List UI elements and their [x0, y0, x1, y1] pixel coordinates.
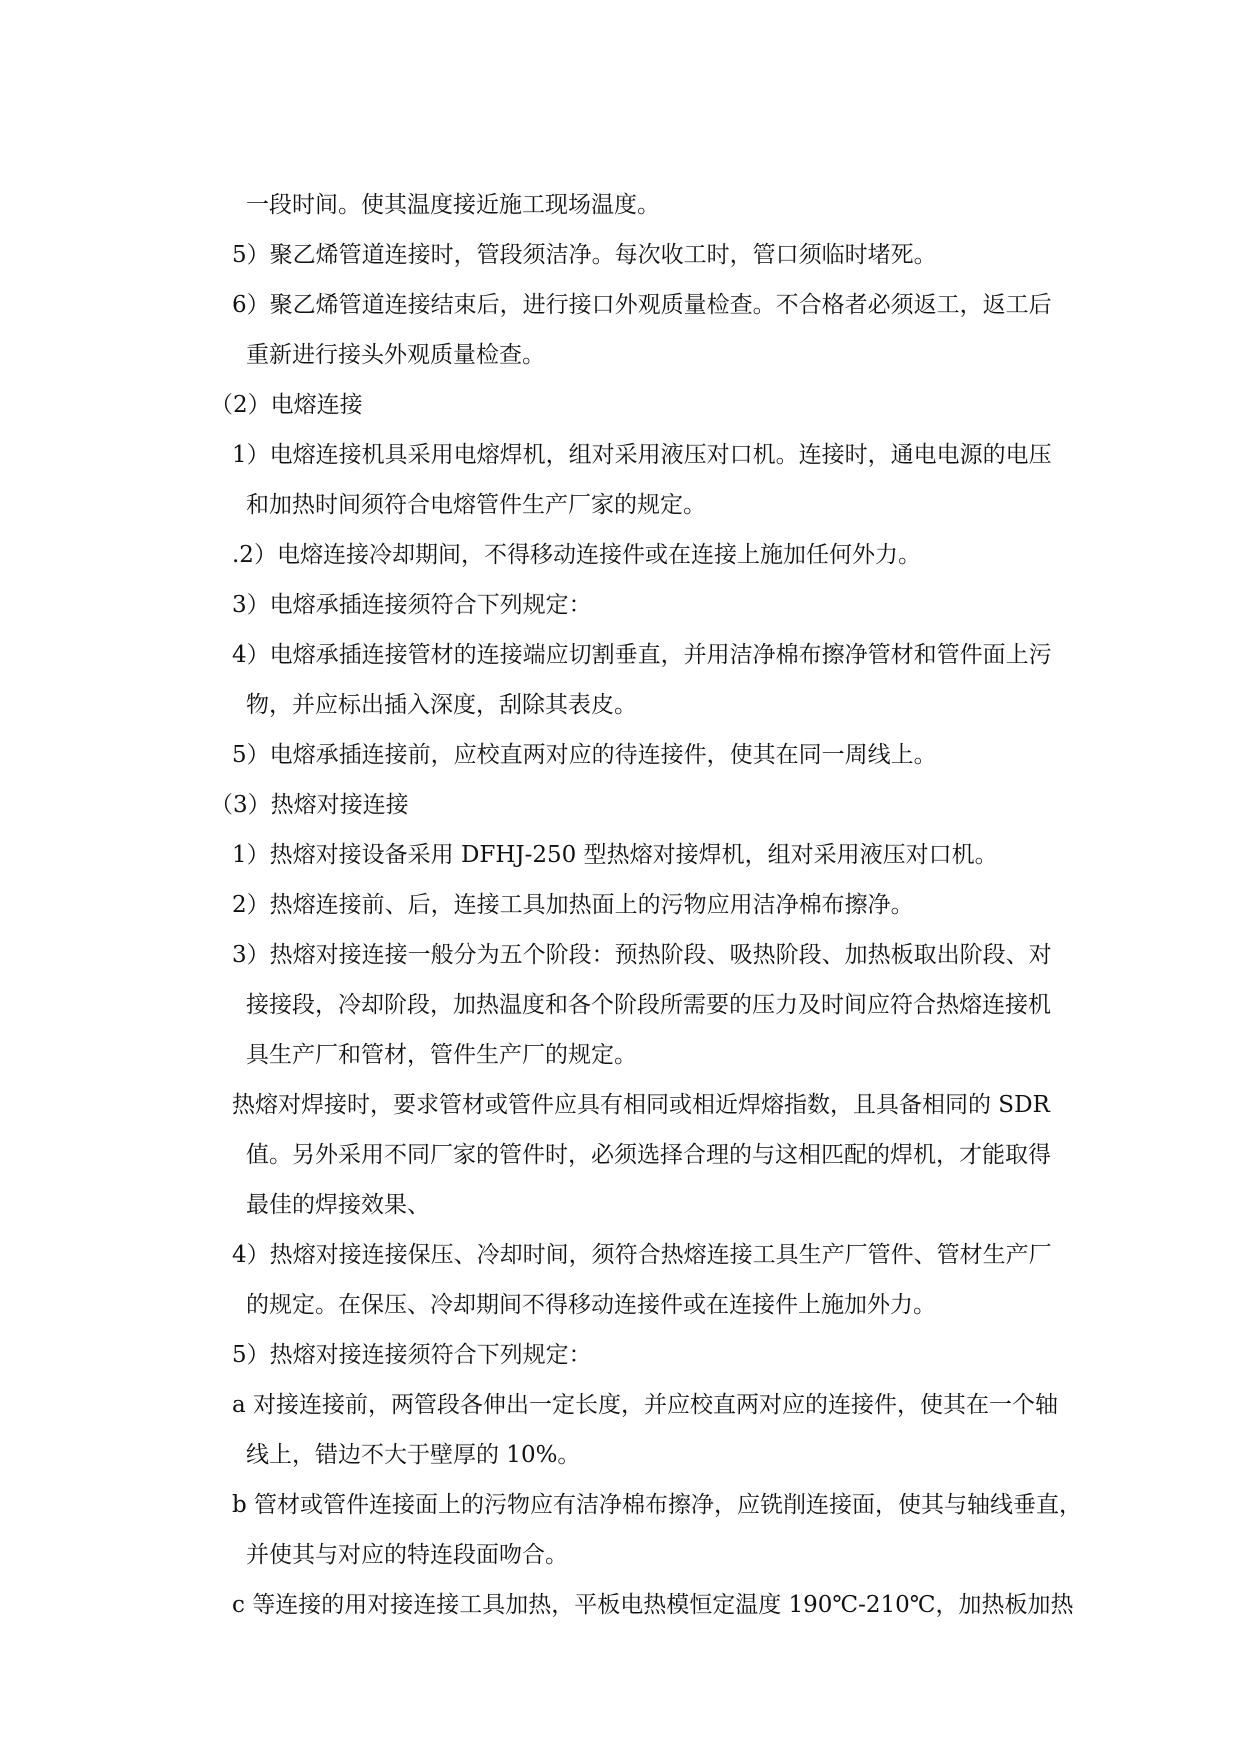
- text-line: 值。另外采用不同厂家的管件时，必须选择合理的与这相匹配的焊机，才能取得: [246, 1142, 1051, 1168]
- list-item: 1）电熔连接机具采用电熔焊机，组对采用液压对口机。连接时，通电电源的电压: [232, 442, 1052, 468]
- text-line: 接接段，冷却阶段，加热温度和各个阶段所需要的压力及时间应符合热熔连接机: [246, 992, 1051, 1018]
- list-item: a 对接连接前，两管段各伸出一定长度，并应校直两对应的连接件，使其在一个轴: [232, 1392, 1059, 1418]
- text-line: 物，并应标出插入深度，刮除其表皮。: [246, 692, 637, 718]
- text-line: 最佳的焊接效果、: [246, 1192, 430, 1218]
- list-item: c 等连接的用对接连接工具加热，平板电热模恒定温度 190℃-210℃，加热板加热: [232, 1592, 1074, 1618]
- text-line: 的规定。在保压、冷却期间不得移动连接件或在连接件上施加外力。: [246, 1292, 936, 1318]
- paragraph-line: 热熔对焊接时，要求管材或管件应具有相同或相近焊熔指数，且具备相同的 SDR: [232, 1092, 1050, 1118]
- list-item: 1）热熔对接设备采用 DFHJ-250 型热熔对接焊机，组对采用液压对口机。: [232, 842, 998, 868]
- list-item: b 管材或管件连接面上的污物应有洁净棉布擦净，应铣削连接面，使其与轴线垂直，: [232, 1492, 1083, 1518]
- list-item: 4）热熔对接连接保压、冷却时间，须符合热熔连接工具生产厂管件、管材生产厂: [232, 1242, 1052, 1268]
- list-item: 5）聚乙烯管道连接时，管段须洁净。每次收工时，管口须临时堵死。: [232, 242, 937, 268]
- text-line: 一段时间。使其温度接近施工现场温度。: [246, 192, 660, 218]
- list-item: 3）热熔对接连接一般分为五个阶段：预热阶段、吸热阶段、加热板取出阶段、对: [232, 942, 1052, 968]
- section-heading: （3）热熔对接连接: [210, 792, 409, 818]
- list-item: 2）热熔连接前、后，连接工具加热面上的污物应用洁净棉布擦净。: [232, 892, 914, 918]
- list-item: 4）电熔承插连接管材的连接端应切割垂直，并用洁净棉布擦净管材和管件面上污: [232, 642, 1052, 668]
- section-heading: （2）电熔连接: [210, 392, 363, 418]
- text-line: 和加热时间须符合电熔管件生产厂家的规定。: [246, 492, 706, 518]
- list-item: .2）电熔连接冷却期间，不得移动连接件或在连接上施加任何外力。: [232, 542, 921, 568]
- list-item: 5）热熔对接连接须符合下列规定：: [232, 1342, 592, 1368]
- list-item: 3）电熔承插连接须符合下列规定：: [232, 592, 592, 618]
- document-body: [210, 180, 1120, 1630]
- list-item: 6）聚乙烯管道连接结束后，进行接口外观质量检查。不合格者必须返工，返工后: [232, 292, 1052, 318]
- text-line: 并使其与对应的特连段面吻合。: [246, 1542, 568, 1568]
- list-item: 5）电熔承插连接前，应校直两对应的待连接件，使其在同一周线上。: [232, 742, 937, 768]
- text-line: 重新进行接头外观质量检查。: [246, 342, 545, 368]
- text-line: 线上，错边不大于壁厚的 10%。: [246, 1442, 581, 1468]
- text-line: 具生产厂和管材，管件生产厂的规定。: [246, 1042, 637, 1068]
